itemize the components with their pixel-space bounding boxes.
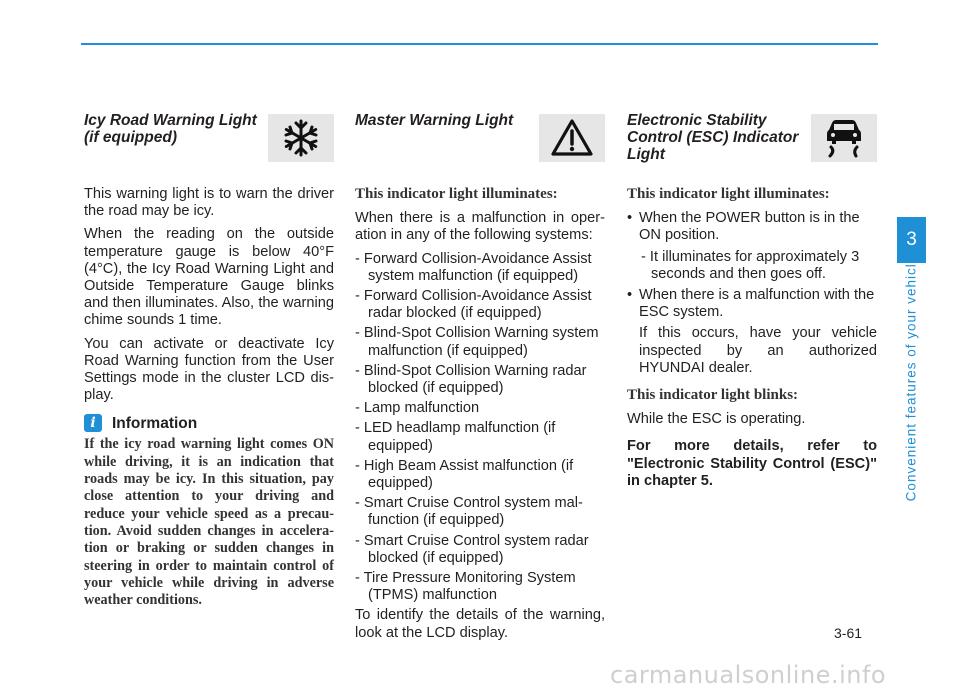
page-number: 3-61 — [834, 625, 863, 641]
subheading: This indicator light illuminates: — [355, 186, 558, 202]
list-item: - Blind-Spot Collision Warning radar blocked (if equipped) — [355, 362, 587, 397]
information-label: Information — [112, 414, 198, 432]
subheading: This indicator light blinks: — [627, 387, 799, 404]
column-icy-road — [84, 108, 334, 609]
list-item: - Lamp malfunction — [355, 400, 480, 417]
paragraph: When there is a malfunction in operation in any of the following systems: — [355, 210, 605, 244]
sub-item: - It illuminates for approximately 3 seconds and then goes off. — [641, 248, 860, 282]
paragraph: When the reading on the outside temperature gauge is below 40°F (4°C), the Icy Road Warning Light and Outside Temperature Gauge blinks and then illuminates. Also, the warning chime sounds 1 time. — [84, 226, 334, 329]
list-item: - Smart Cruise Control system malfunction (if equipped) — [355, 495, 583, 529]
column-esc-indicator — [627, 108, 877, 496]
reference-note: For more details, refer to "Electronic Stability Control (ESC)" in chapter 5. — [627, 438, 877, 489]
paragraph: To identify the details of the warning, look at the LCD display. — [355, 607, 605, 641]
list-item: - Forward Collision-Avoidance Assist system malfunction (if equipped) — [355, 250, 592, 284]
paragraph: This warning light is to warn the driver the road may be icy. — [84, 186, 334, 220]
information-heading — [84, 414, 334, 432]
section-title: Electronic Stability Control (ESC) Indicator Light — [627, 112, 799, 163]
snowflake-icon — [268, 114, 334, 162]
subheading: This indicator light illuminates: — [627, 186, 830, 202]
list-item: • When there is a malfunction with the ESC system. If this occurs, have your vehicle inspected by an authorized HYUNDAI dealer. — [627, 287, 877, 376]
watermark: carmanualsonline.info — [610, 661, 887, 689]
section-header — [84, 108, 334, 168]
list-item: - Tire Pressure Monitoring System (TPMS) malfunction — [355, 570, 576, 604]
header-rule — [81, 43, 878, 45]
section-title: Icy Road Warning Light (if equipped) — [84, 112, 257, 146]
section-header — [355, 108, 605, 168]
info-icon: i — [84, 414, 102, 432]
list-item: - High Beam Assist malfunction (if equipped) — [355, 457, 574, 492]
paragraph: You can activate or deactivate Icy Road Warning function from the User Settings mode in the cluster LCD display. — [84, 335, 334, 404]
information-text: If the icy road warning light comes ON while driving, it is an indication that roads may be icy. In this situation, pay close attention to your driving and reduce your vehicle speed as a precaution. Avoid sudden changes in acceleration or braking or sudden changes in steering in order to maintain control of your vehicle while driving in adverse weather conditions. — [84, 436, 334, 609]
warning-triangle-icon — [539, 114, 605, 162]
list-item: - LED headlamp malfunction (if equipped) — [355, 420, 556, 454]
list-item: - Forward Collision-Avoidance Assist radar blocked (if equipped) — [355, 288, 592, 322]
bullet-text: When the POWER button is in the ON position. — [639, 210, 860, 244]
list-item: • When the POWER button is in the ON position. - It illuminates for approximately 3 seconds and then goes off. — [627, 210, 877, 283]
section-header — [627, 108, 877, 168]
malfunction-list — [355, 251, 605, 605]
paragraph: While the ESC is operating. — [627, 411, 806, 428]
chapter-number-tab: 3 — [897, 217, 926, 263]
list-item: - Blind-Spot Collision Warning system malfunction (if equipped) — [355, 325, 599, 359]
list-item: - Smart Cruise Control system radar blocked (if equipped) — [355, 532, 589, 566]
esc-skid-car-icon — [811, 114, 877, 162]
sub-paragraph: If this occurs, have your vehicle inspected by an authorized HYUNDAI dealer. — [639, 325, 877, 376]
illumination-list — [627, 210, 877, 377]
column-master-warning — [355, 108, 605, 648]
bullet-text: When there is a malfunction with the ESC system. — [639, 287, 875, 321]
chapter-title: Convenient features of your vehicle — [903, 254, 919, 502]
section-title: Master Warning Light — [355, 112, 514, 129]
